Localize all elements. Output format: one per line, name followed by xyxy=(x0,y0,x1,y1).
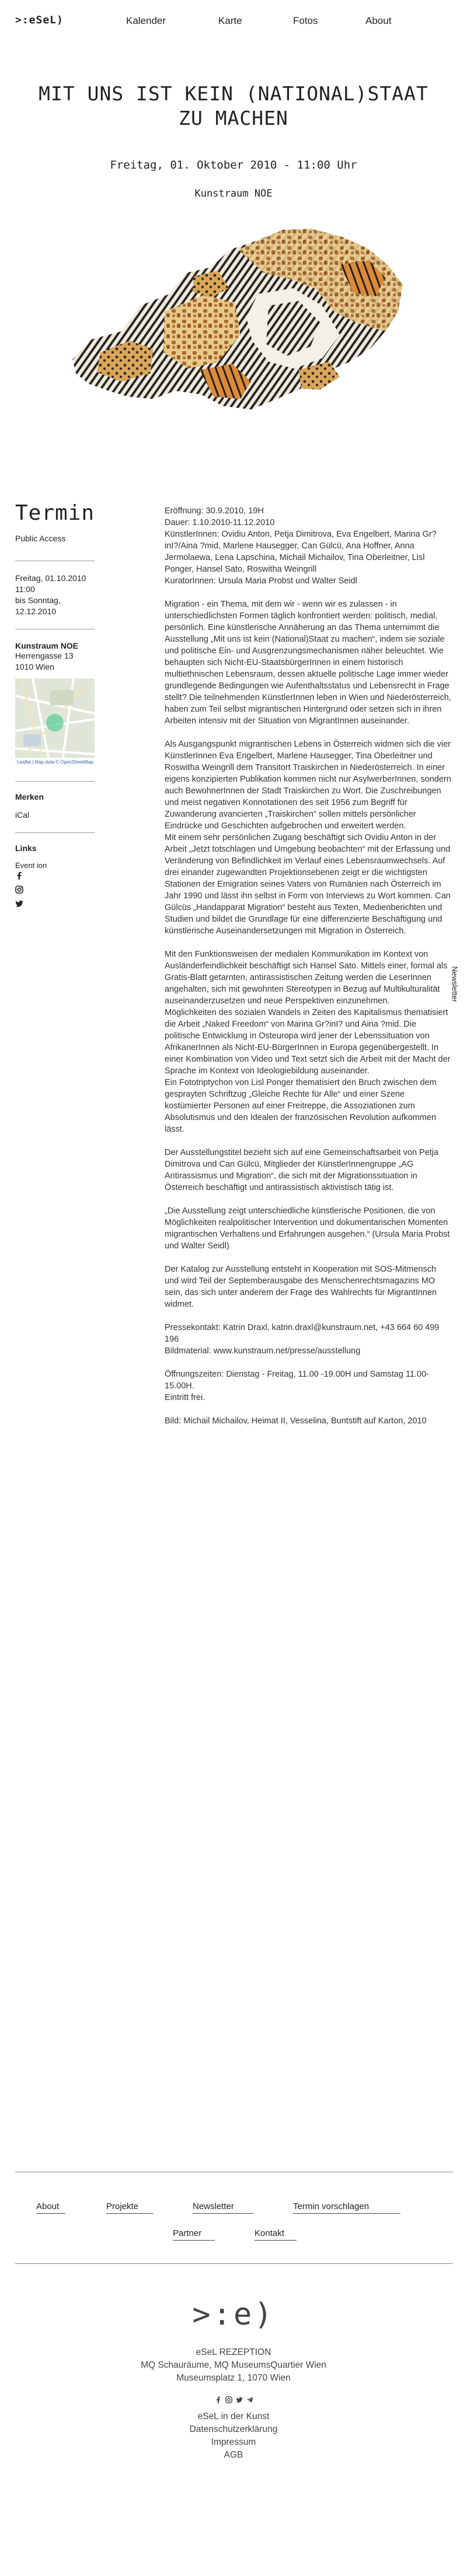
footer-link-partner[interactable]: Partner xyxy=(173,2228,202,2238)
event-description xyxy=(165,505,452,1438)
footer-link-newsletter[interactable]: Newsletter xyxy=(193,2202,234,2211)
event-until-label: bis Sonntag, xyxy=(15,596,61,605)
divider xyxy=(15,832,95,833)
footer-place: MQ Schauräume, MQ MuseumsQuartier Wien xyxy=(141,2360,326,2370)
link-underline xyxy=(36,2213,65,2214)
map-marker-icon xyxy=(46,714,64,732)
instagram-icon[interactable] xyxy=(225,2396,232,2403)
curator-quote: „Die Ausstellung zeigt unterschiedliche künstlerische Positionen, die von Möglichkeiten realpolitischer Intervention und dokumentarischen Momenten migrantischen Verhaltens und Erfahrungen ausgehen.“ (Ursula Maria Probst und Walter Seidl) xyxy=(165,1206,450,1251)
nav-fotos[interactable]: Fotos xyxy=(293,15,318,26)
newsletter-tab[interactable] xyxy=(448,968,461,1023)
event-category[interactable]: Public Access xyxy=(15,534,66,543)
footer-link-about[interactable]: About xyxy=(36,2202,60,2211)
venue-name[interactable]: Kunstraum NOE xyxy=(15,641,79,650)
link-underline xyxy=(106,2213,153,2214)
opening-hours: Öffnungszeiten: Dienstag - Freitag, 11.00 -19.00H und Samstag 11.00-15.00H. Eintritt frei. xyxy=(165,1370,429,1402)
footer-link-esel-in-der-kunst[interactable]: eSeL in der Kunst xyxy=(197,2412,270,2421)
footer-link-agb[interactable]: AGB xyxy=(224,2450,243,2460)
sidebar-heading: Termin xyxy=(15,501,95,525)
ical-link[interactable]: iCal xyxy=(15,810,30,820)
footer-social-icons xyxy=(215,2395,253,2404)
event-venue[interactable]: Kunstraum NOE xyxy=(194,188,273,200)
footer-address: Museumsplatz 1, 1070 Wien xyxy=(176,2373,291,2383)
link-underline xyxy=(173,2240,215,2241)
footer-logo[interactable]: >:e) xyxy=(192,2297,275,2332)
twitter-icon[interactable] xyxy=(236,2396,243,2403)
venue-map[interactable] xyxy=(15,678,95,766)
footer-org-name: eSeL REZEPTION xyxy=(196,2347,271,2357)
link-underline xyxy=(255,2240,297,2241)
artists-paragraph-1: Als Ausgangspunkt migrantischen Lebens in Österreich widmen sich die vier KünstlerInnen Eva Engelbert, Marlene Hausegger, Tina Oberleitner und Roswitha Weingrill dem Transitort Traiskirchen in Niederösterreich. In einer eigens konzipierten Publikation kommen nicht nur AsylwerberInnen, sondern auch BewohnerInnen der Stadt Traiskirchen zu Wort. Die Zuschreibungen und meist negativen Konnotationen des seit 1956 zum Begriff für Zuwanderung avancierten „Traiskirchen“ sollen mittels persönlicher Eindrücke und Geschichten aufgebrochen und erweitert werden. Mit einem sehr persönlichen Zugang beschäftigt sich Ovidiu Anton in der Arbeit „Jetzt totschlagen und Umgebung beobachten“ mit der Erfassung und Veränderung von Befindlichkeit im Verlauf eines Lebensraumwechsels. Auf drei einander zugewandten Projektionsebenen zeigt er die wichtigsten Stationen der Emigration seines Vaters von Rumänien nach Österreich im Jahr 1990 und lässt ihn selbst in Form von Interviews zu Wort kommen. Can Gülcüs „Handapparat Migration“ besteht aus Texten, Medienberichten und Studien und bildet die Grundlage für eine differenzierte Beschäftigung und künstlerische Auseinandersetzungen mit Migration in Österreich. xyxy=(165,740,451,936)
footer-link-datenschutz[interactable]: Datenschutzerklärung xyxy=(189,2424,278,2434)
bookmark-heading: Merken xyxy=(15,792,44,802)
footer-divider xyxy=(15,2263,453,2264)
telegram-icon[interactable] xyxy=(246,2396,253,2403)
footer-link-termin-vorschlagen[interactable]: Termin vorschlagen xyxy=(293,2202,370,2211)
twitter-icon[interactable] xyxy=(15,900,23,908)
link-underline xyxy=(293,2213,400,2214)
artists-paragraph-2: Mit den Funktionsweisen der medialen Kommunikation im Kontext von Ausländerfeindlichkeit beschäftigt sich Hansel Sato. Mittels einer, formal als Gratis-Blatt getarnten, antirassistischen Zeitung werden die LeserInnen angehalten, sich mit gewohnten Stereotypen in Bezug auf Multikulturalität auseinanderzusetzen und neue Perspektiven einzunehmen. Möglichkeiten des sozialen Wandels in Zeiten des Kapitalismus thematisiert die Arbeit „Naked Freedom“ von Marina Gr?inI? und Aina ?mid. Die politische Entwicklung in Osteuropa wird jener der Lebenssituation von AfrikanerInnen als Nicht-EU-BürgerInnen in Europa gegenübergestellt. In einer Kombination von Video und Text setzt sich die Arbeit mit der Macht der Sprache im Kontext von Ideologiebildung auseinander. Ein Fototriptychon von Lisl Ponger thematisiert den Bruch zwischen dem gesprayten Schriftzug „Gleiche Rechte für Alle“ und einer Szene kostümierter Personen auf einer Freitreppe, die Assoziationen zum Absolutismus und den Idealen der französischen Revolution aufkommen lässt. xyxy=(165,950,451,1134)
catalog-paragraph: Der Katalog zur Ausstellung entsteht in Kooperation mit SOS-Mitmensch und wird Teil der Septemberausgabe des Menschenrechtsmagazins MO sein, das sich unter anderem der Frage des Wahlrechts für MigrantInnen widmet. xyxy=(165,1265,437,1309)
instagram-icon[interactable] xyxy=(15,886,23,894)
venue-street: Herrengasse 13 xyxy=(15,651,74,660)
event-time: 11:00 xyxy=(15,584,35,594)
divider xyxy=(15,781,95,782)
event-date-to: 12.12.2010 xyxy=(15,607,57,616)
venue-city: 1010 Wien xyxy=(15,662,54,671)
nav-kalender[interactable]: Kalender xyxy=(126,15,166,26)
event-image[interactable] xyxy=(65,224,410,419)
event-date-from: Freitag, 01.10.2010 xyxy=(15,573,86,583)
site-logo[interactable]: >:eSeL) xyxy=(15,14,64,26)
image-credit: Bild: Michail Michailov, Heimat II, Vesselina, Buntstift auf Karton, 2010 xyxy=(165,1416,427,1426)
share-label: Event ion xyxy=(15,861,47,870)
nav-about[interactable]: About xyxy=(365,15,392,26)
links-heading: Links xyxy=(15,844,37,853)
facebook-icon[interactable] xyxy=(15,872,23,880)
newsletter-tab-label: Newsletter xyxy=(450,966,459,1002)
facebook-icon[interactable] xyxy=(215,2396,222,2403)
event-sidebar xyxy=(15,502,95,908)
event-date: Freitag, 01. Oktober 2010 - 11:00 Uhr xyxy=(110,159,357,172)
link-underline xyxy=(193,2213,253,2214)
press-contact[interactable]: Pressekontakt: Katrin Draxl, katrin.draxl@kunstraum.net, +43 664 60 499 196 Bildmaterial: www.kunstraum.net/presse/ausstellung xyxy=(165,1323,440,1356)
event-title: MIT UNS IST KEIN (NATIONAL)STAAT ZU MACHEN xyxy=(39,82,428,130)
title-paragraph: Der Ausstellungstitel bezieht sich auf eine Gemeinschaftsarbeit von Petja Dimitrova und Can Gülcü, Mitglieder der KünstlerInnengruppe „AG Antirassismus und Migration“, die sich mit der Migrationssituation in Österreich beschäftigt und antirassistisch aktivistisch tätig ist. xyxy=(165,1148,439,1192)
intro-paragraph: Migration - ein Thema, mit dem wir - wenn wir es zulassen - in unterschiedlichsten Formen täglich konfrontiert werden: politisch, medial, persönlich. Eine künstlerische Annäherung an das Thema unternimmt die Ausstellung „Mit uns ist kein (National)Staat zu machen“, indem sie soziale und politische Ein- und Ausgrenzungsmechanismen näher beleuchtet. Wie behaupten sich Nicht-EU-StaatsbürgerInnen in einem historisch multiethnischen Lebensraum, dessen aktuelle politische Lage immer wieder grundlegende Bedingungen wie Aufenthaltsstatus und Lebensrecht in Frage stellt? Die teilnehmenden KünstlerInnen leben in Wien und Niederösterreich, haben zum Teil selbst migrantischen Hintergrund oder setzen sich in ihren Arbeiten intensiv mit der Situation von MigrantInnen auseinander. xyxy=(165,600,451,726)
footer-link-kontakt[interactable]: Kontakt xyxy=(255,2228,284,2238)
footer-link-projekte[interactable]: Projekte xyxy=(106,2202,139,2211)
map-attribution[interactable]: Leaflet | Map data © OpenStreetMap xyxy=(17,760,93,765)
footer-link-impressum[interactable]: Impressum xyxy=(211,2437,256,2447)
nav-karte[interactable]: Karte xyxy=(218,15,242,26)
opening-details: Eröffnung: 30.9.2010, 19H Dauer: 1.10.2010-11.12.2010 KünstlerInnen: Ovidiu Anton, Petja Dimitrova, Eva Engelbert, Marina Gr?inI?/Aina ?mid, Marlene Hausegger, Can Gülcü, Ana Hoffner, Anna Jermolaewa, Lena Lapschina, Michail Michailov, Tina Oberleitner, Lisl Ponger, Hansel Sato, Roswitha Weingrill KuratorInnen: Ursula Maria Probst und Walter Seidl xyxy=(165,506,437,586)
top-navigation-bar xyxy=(0,0,467,43)
